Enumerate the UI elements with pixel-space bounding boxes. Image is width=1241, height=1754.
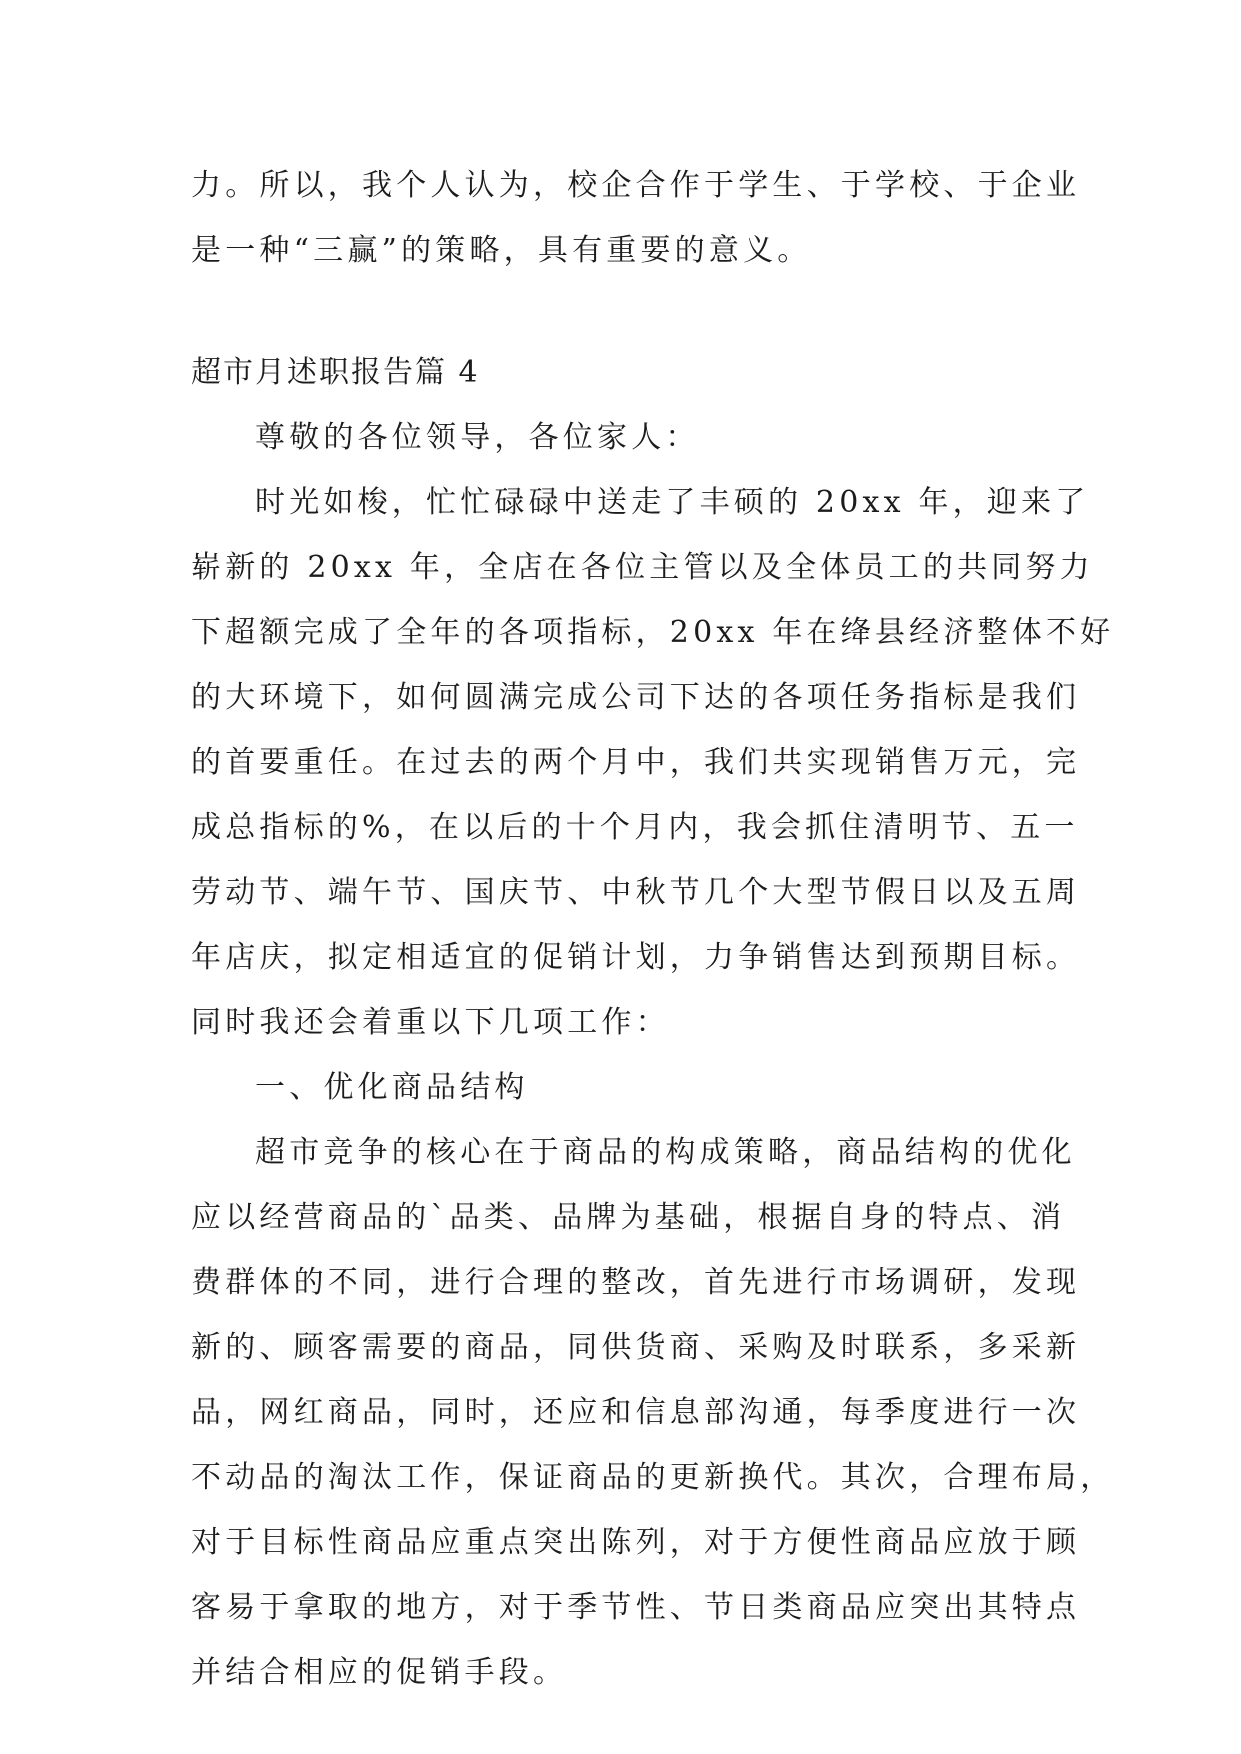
paragraph-line: 对于目标性商品应重点突出陈列，对于方便性商品应放于顾: [191, 1525, 1081, 1560]
paragraph-line: 客易于拿取的地方，对于季节性、节日类商品应突出其特点: [191, 1590, 1081, 1625]
paragraph-line: 新的、顾客需要的商品，同供货商、采购及时联系，多采新: [191, 1330, 1081, 1365]
paragraph-line: 劳动节、端午节、国庆节、中秋节几个大型节假日以及五周: [191, 875, 1081, 910]
subsection-heading: 一、优化商品结构: [255, 1070, 529, 1105]
paragraph-line: 费群体的不同，进行合理的整改，首先进行市场调研，发现: [191, 1265, 1081, 1300]
paragraph-line: 是一种“三赢”的策略，具有重要的意义。: [191, 233, 812, 268]
paragraph-line: 品，网红商品，同时，还应和信息部沟通，每季度进行一次: [191, 1395, 1081, 1430]
paragraph-line: 崭新的 20xx 年，全店在各位主管以及全体员工的共同努力: [191, 550, 1094, 585]
paragraph-line: 成总指标的%，在以后的十个月内，我会抓住清明节、五一: [191, 810, 1079, 845]
paragraph-line: 力。所以，我个人认为，校企合作于学生、于学校、于企业: [191, 168, 1081, 203]
paragraph-line: 的大环境下，如何圆满完成公司下达的各项任务指标是我们: [191, 680, 1081, 715]
paragraph-line: 超市竞争的核心在于商品的构成策略，商品结构的优化: [255, 1135, 1076, 1170]
paragraph-line: 时光如梭，忙忙碌碌中送走了丰硕的 20xx 年，迎来了: [255, 485, 1090, 520]
paragraph-line: 同时我还会着重以下几项工作：: [191, 1005, 670, 1040]
paragraph-line: 并结合相应的促销手段。: [191, 1655, 568, 1690]
paragraph-line: 的首要重任。在过去的两个月中，我们共实现销售万元，完: [191, 745, 1081, 780]
paragraph-line: 年店庆，拟定相适宜的促销计划，力争销售达到预期目标。: [191, 940, 1081, 975]
section-heading: 超市月述职报告篇 4: [191, 355, 480, 390]
paragraph-line: 应以经营商品的`品类、品牌为基础，根据自身的特点、消: [191, 1200, 1066, 1235]
salutation: 尊敬的各位领导，各位家人：: [255, 420, 700, 455]
paragraph-line: 不动品的淘汰工作，保证商品的更新换代。其次，合理布局，: [191, 1460, 1115, 1495]
paragraph-line: 下超额完成了全年的各项指标，20xx 年在绛县经济整体不好: [191, 615, 1115, 650]
